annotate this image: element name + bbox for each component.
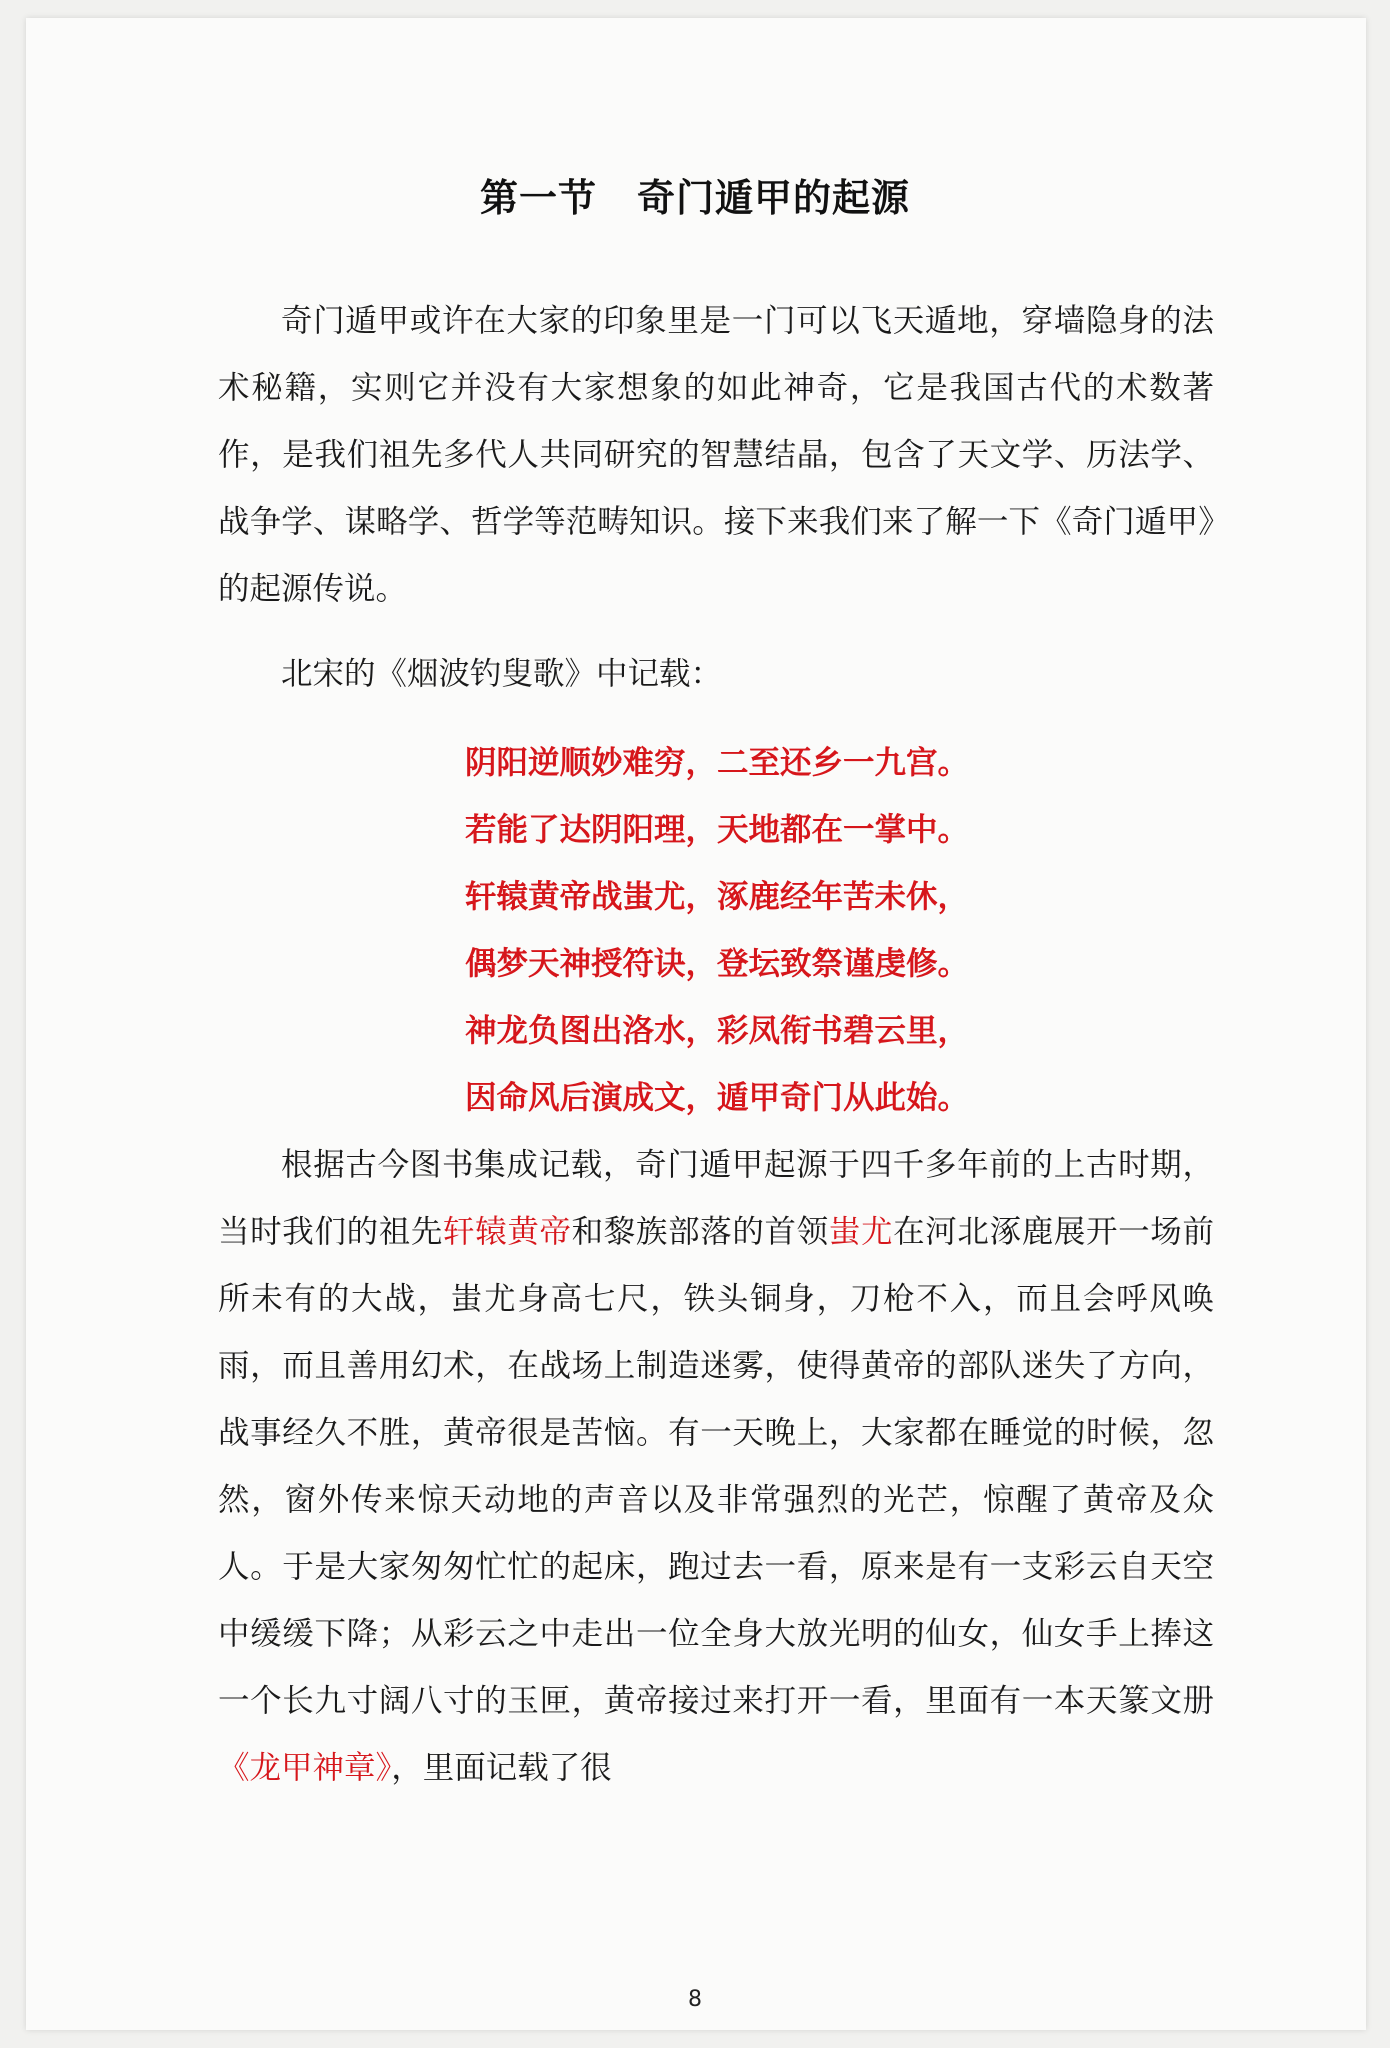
source-line: 北宋的《烟波钓叟歌》中记载： bbox=[281, 656, 723, 692]
poem-line: 轩辕黄帝战蚩尤，涿鹿经年苦未休， bbox=[465, 879, 970, 915]
story-text: 在河北涿鹿展开一场前所未有的大战，蚩尤身高七尺，铁头铜身，刀枪不入，而且会呼风唤雨，而且善用幻术，在战场上制造迷雾，使得黄帝的部队迷失了方向，战事经久不胜，黄帝很是苦恼。有一天晚上，大家都在睡觉的时候，忽然，窗外传来惊天动地的声音以及非常强烈的光芒，惊醒了黄帝及众人。于是大家匆匆忙忙的起床，跑过去一看，原来是有一支彩云自天空中缓缓下降；从彩云之中走出一位全身大放光明的仙女，仙女手上捧这一个长九寸阔八寸的玉匣，黄帝接过来打开一看，里面有一本天篆文册 bbox=[218, 1214, 1214, 1719]
poem-block bbox=[218, 730, 1214, 1132]
intro-paragraph: 奇门遁甲或许在大家的印象里是一门可以飞天遁地，穿墙隐身的法术秘籍，实则它并没有大家想象的如此神奇，它是我国古代的术数著作，是我们祖先多代人共同研究的智慧结晶，包含了天文学、历法学、战争学、谋略学、哲学等范畴知识。接下来我们来了解一下《奇门遁甲》的起源传说。 bbox=[218, 303, 1214, 607]
poem-line: 若能了达阴阳理，天地都在一掌中。 bbox=[465, 812, 970, 848]
section-title: 奇门遁甲的起源 bbox=[637, 176, 911, 220]
section-label: 第一节 bbox=[479, 176, 597, 220]
story-text: 根据古今图书集成记载，奇门遁甲起源于四千多年前的上古时期，当时我们的祖先 bbox=[218, 1147, 1214, 1250]
page-number: 8 bbox=[688, 1987, 702, 2012]
document-body bbox=[218, 288, 1214, 1802]
highlight-name-huangdi: 轩辕黄帝 bbox=[443, 1214, 572, 1250]
highlight-name-chiyou: 蚩尤 bbox=[828, 1214, 894, 1250]
section-heading bbox=[0, 168, 1390, 228]
story-text: 和黎族部落的首领 bbox=[571, 1214, 829, 1250]
highlight-book-title: 《龙甲神章》 bbox=[218, 1750, 392, 1786]
poem-line: 因命风后演成文，遁甲奇门从此始。 bbox=[465, 1080, 970, 1116]
poem-line: 偶梦天神授符诀，登坛致祭谨虔修。 bbox=[465, 946, 970, 982]
poem-line: 神龙负图出洛水，彩凤衔书碧云里， bbox=[465, 1013, 970, 1049]
story-paragraph bbox=[218, 1132, 1214, 1802]
story-text: ，里面记载了很 bbox=[391, 1750, 612, 1786]
poem-line: 阴阳逆顺妙难穷，二至还乡一九宫。 bbox=[465, 745, 970, 781]
